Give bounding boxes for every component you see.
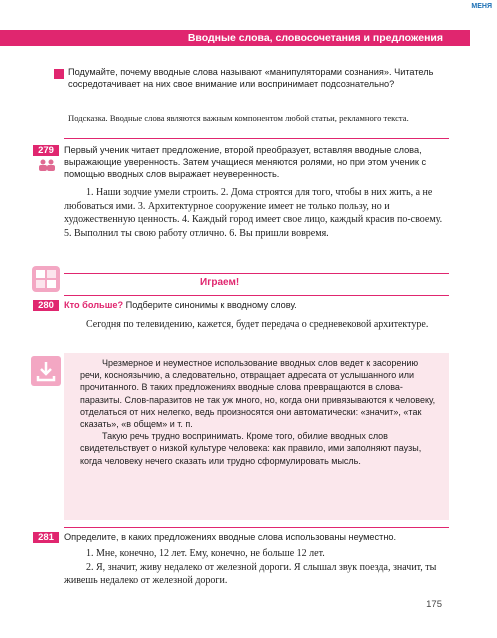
chapter-title: Вводные слова, словосочетания и предложения: [187, 32, 443, 44]
page-number: 175: [426, 599, 442, 610]
exercise-281-line-1: 1. Мне, конечно, 12 лет. Ему, конечно, не больше 12 лет.: [86, 548, 325, 559]
pair-work-icon: [38, 159, 56, 174]
publisher-logo: МЕНЯ: [471, 3, 492, 10]
chapter-header: [0, 30, 470, 46]
hint-text: Вводные слова являются важным компонентом любой статьи, рекламного текста.: [107, 113, 409, 123]
exercise-number-280: 280: [33, 300, 59, 311]
exercise-number-279: 279: [33, 145, 59, 156]
exercise-279-instructions: [64, 144, 450, 180]
intro-question: [68, 66, 448, 90]
puzzle-icon: [32, 266, 60, 292]
exercise-279-sentences: 1. Наши зодчие умели строить. 2. Дома строятся для того, чтобы в них жить, а не любоваться ими. 3. Архитектурное сооружение имеет не только пользу, но и художественную ценность. 4. Каждый город имеет свое лицо, каждый красив по-своему. 5. Выполнил ты свою работу отлично. 6. Вы пришли вовремя.: [64, 187, 443, 239]
download-icon: [31, 356, 61, 386]
info-paragraph-1: Чрезмерное и неуместное использование вводных слов ведет к засорению речи, косноязычию, а следовательно, отвращает адресата от услышанного или прочитанного. В таких предложениях вводные слова превращаются в слова-паразиты. Слов-паразитов не так уж много, но, когда они привязываются к человеку, отделаться от них нелегко, ведь произносятся они автоматически: «значит», «так сказать», «в общем» и т. п.: [80, 358, 436, 430]
exercise-281-text: [64, 547, 450, 588]
intro-question-text: Подумайте, почему вводные слова называют «манипуляторами сознания». Читатель сосредотачивает на них свое внимание или воспринимает подсознательно?: [68, 67, 434, 89]
info-paragraph-2: Такую речь трудно воспринимать. Кроме того, обилие вводных слов свидетельствует о низкой культуре человека: как правило, ими заполняют паузы, когда человеку нечего сказать или трудно сформулировать мысль.: [80, 431, 422, 466]
hint: [68, 112, 440, 124]
exercise-281-line-2: 2. Я, значит, живу недалеко от железной дороги. Я слышал звук поезда, значит, ты живешь недалеко от железной дороги.: [64, 561, 437, 586]
exercise-280-sentence: Сегодня по телевидению, кажется, будет передача о средневековой архитектуре.: [86, 319, 429, 330]
question-marker-icon: [54, 69, 64, 79]
hint-label: Подсказка.: [68, 113, 108, 123]
divider: [64, 295, 449, 296]
exercise-281-instructions-text: Определите, в каких предложениях вводные слова использованы неуместно.: [64, 532, 397, 542]
divider: [64, 273, 449, 274]
info-panel-content: [80, 357, 437, 467]
exercise-280-instructions-text: Подберите синонимы к вводному слову.: [123, 300, 297, 310]
exercise-280-instructions: [64, 299, 450, 311]
exercise-280-text: [64, 318, 450, 332]
divider: [64, 527, 449, 528]
exercise-280-lead: Кто больше?: [64, 300, 124, 310]
play-title: Играем!: [200, 277, 240, 288]
divider: [64, 138, 449, 139]
exercise-279-instructions-text: Первый ученик читает предложение, второй преобразует, вставляя вводные слова, выражающие уверенность. Затем учащиеся меняются ролями, но при этом ученик с помощью вводных слов выражает неуверенность.: [64, 145, 427, 179]
exercise-number-281: 281: [33, 532, 59, 543]
exercise-279-text: [64, 186, 450, 240]
exercise-281-instructions: [64, 531, 450, 543]
